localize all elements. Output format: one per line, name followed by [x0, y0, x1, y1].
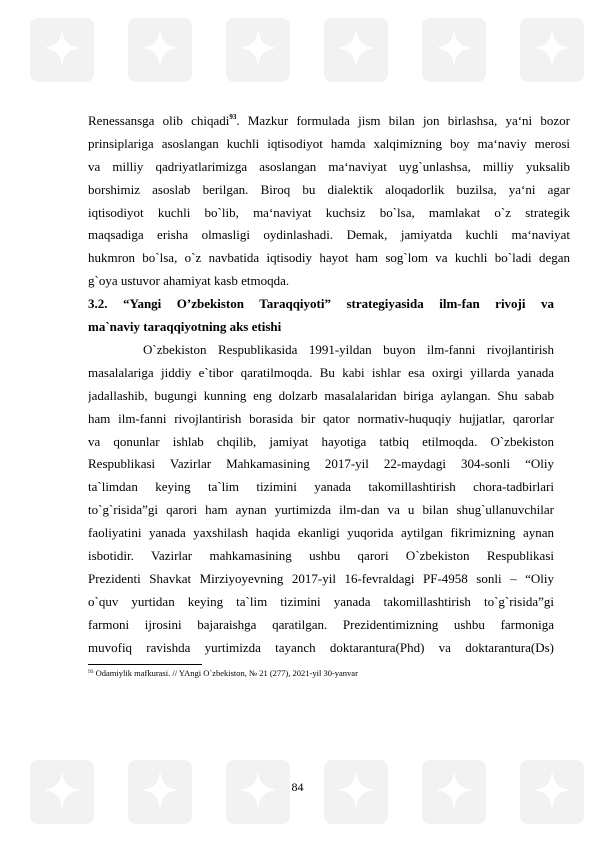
watermark-icon: ✦ [30, 760, 94, 824]
paragraph-line [88, 110, 570, 133]
paragraph-line: borshimiz asoslab berilgan. Biroq bu dialektik aloqadorlik buzilsa, ya‘ni agar [88, 181, 570, 197]
paragraph-line: va milliy qadriyatlarimizga asoslangan ma‘naviyat uyg`unlashsa, milliy yuksalib [88, 158, 570, 174]
footnote-ref[interactable]: 93 [229, 113, 237, 121]
paragraph-line: masalalariga jiddiy e`tibor qaratilmoqda. Bu kabi ishlar esa oxirgi yillarda yanada [88, 364, 554, 380]
paragraph-line: ta`limdan keying ta`lim tizimini yanada takomillashtirish chora-tadbirlari [88, 479, 554, 495]
paragraph-line: va qonunlar ishlab chqilib, jamiyat hayotiga tatbiq etilmoqda. O`zbekiston [88, 433, 554, 449]
paragraph-line: o`quv yurtidan keying ta`lim tizimini yanada takomillashtirish to`g`risida”gi [88, 593, 554, 609]
watermark-icon: ✦ [422, 760, 486, 824]
paragraph-line: Prezidenti Shavkat Mirziyoyevning 2017-yil 16-fevraldagi PF-4958 sonli – “Oliy [88, 570, 554, 586]
paragraph-line: faoliyatini yanada yaxshilash haqida ekanligi yuqorida aytilgan fikrimizning aynan [88, 525, 554, 541]
page-number: 84 [291, 780, 304, 794]
section-heading [88, 293, 554, 339]
watermark-icon: ✦ [226, 760, 290, 824]
footnote-number: 93 [88, 669, 94, 675]
watermark-icon: ✦ [226, 18, 290, 82]
paragraph-line: ham ilm-fanni rivojlantirish borasida bir qator normativ-huquqiy hujjatlar, qarorlar [88, 410, 554, 426]
paragraph-renessans [88, 110, 570, 293]
heading-line: 3.2. “Yangi O’zbekiston Taraqqiyoti” strategiyasida ilm-fan rivoji va [88, 296, 554, 311]
watermark-icon: ✦ [324, 18, 388, 82]
paragraph-line: farmoni ijrosini bajaraishga qaratilgan. Prezidentimizning ushbu farmoniga [88, 616, 554, 632]
paragraph-text: . Mazkur formulada jism bilan jon birlashsa, ya‘ni bozor [236, 113, 570, 128]
paragraph-line: isbotidir. Vazirlar mahkamasining ushbu qarori O`zbekiston Respublikasi [88, 548, 554, 564]
paragraph-line: muvofiq ravishda yurtimizda tayanch doktarantura(Phd) va doktarantura(Ds) [88, 639, 554, 655]
watermark-icon: ✦ [422, 18, 486, 82]
paragraph-line: prinsiplariga asoslangan kuchli iqtisodiyot hamda xalqimizning boy ma‘naviy merosi [88, 135, 570, 151]
paragraph-line: hukmron bo`lsa, o`z navbatida iqtisodiy hayot ham sog`lom va kuchli bo`ladi degan [88, 250, 570, 266]
paragraph-ilm-fan [88, 339, 554, 659]
paragraph-line: g`oya ustuvor ahamiyat kasb etmoqda. [88, 273, 290, 289]
watermark-icon: ✦ [30, 18, 94, 82]
paragraph-line: jadallashib, bugungi kunning eng dolzarb masalalaridan biriga aylangan. Shu sabab [88, 387, 554, 403]
watermark-icon: ✦ [128, 18, 192, 82]
paragraph-line: to`g`risida”gi qarori ham aynan yurtimizda ilm-dan va u bilan shug`ullanuvchilar [88, 502, 554, 518]
heading-line: ma`naviy taraqqiyotning aks etishi [88, 318, 282, 334]
watermark-icon: ✦ [520, 760, 584, 824]
footnote-text: Odamiylik mafkurasi. // YAngi O`zbekiston, № 21 (277), 2021-yil 30-yanvar [93, 668, 358, 678]
watermark-icon: ✦ [520, 18, 584, 82]
paragraph-line: Respublikasi Vazirlar Mahkamasining 2017-yil 22-maydagi 304-sonli “Oliy [88, 456, 554, 472]
paragraph-text: Renessansga olib chiqadi [88, 113, 230, 128]
watermark-icon: ✦ [128, 760, 192, 824]
paragraph-line: iqtisodiyot kuchli bo`lib, ma‘naviyat kuchsiz bo`lsa, mamlakat o`z strategik [88, 204, 570, 220]
footnote [88, 666, 358, 679]
paragraph-line: O`zbekiston Respublikasida 1991-yildan buyon ilm-fanni rivojlantirish [143, 342, 554, 357]
paragraph-line: maqsadiga erisha olmasligi oydinlashadi. Demak, jamiyatda kuchli ma‘naviyat [88, 227, 570, 243]
watermark-icon: ✦ [324, 760, 388, 824]
footnote-divider [88, 664, 202, 665]
